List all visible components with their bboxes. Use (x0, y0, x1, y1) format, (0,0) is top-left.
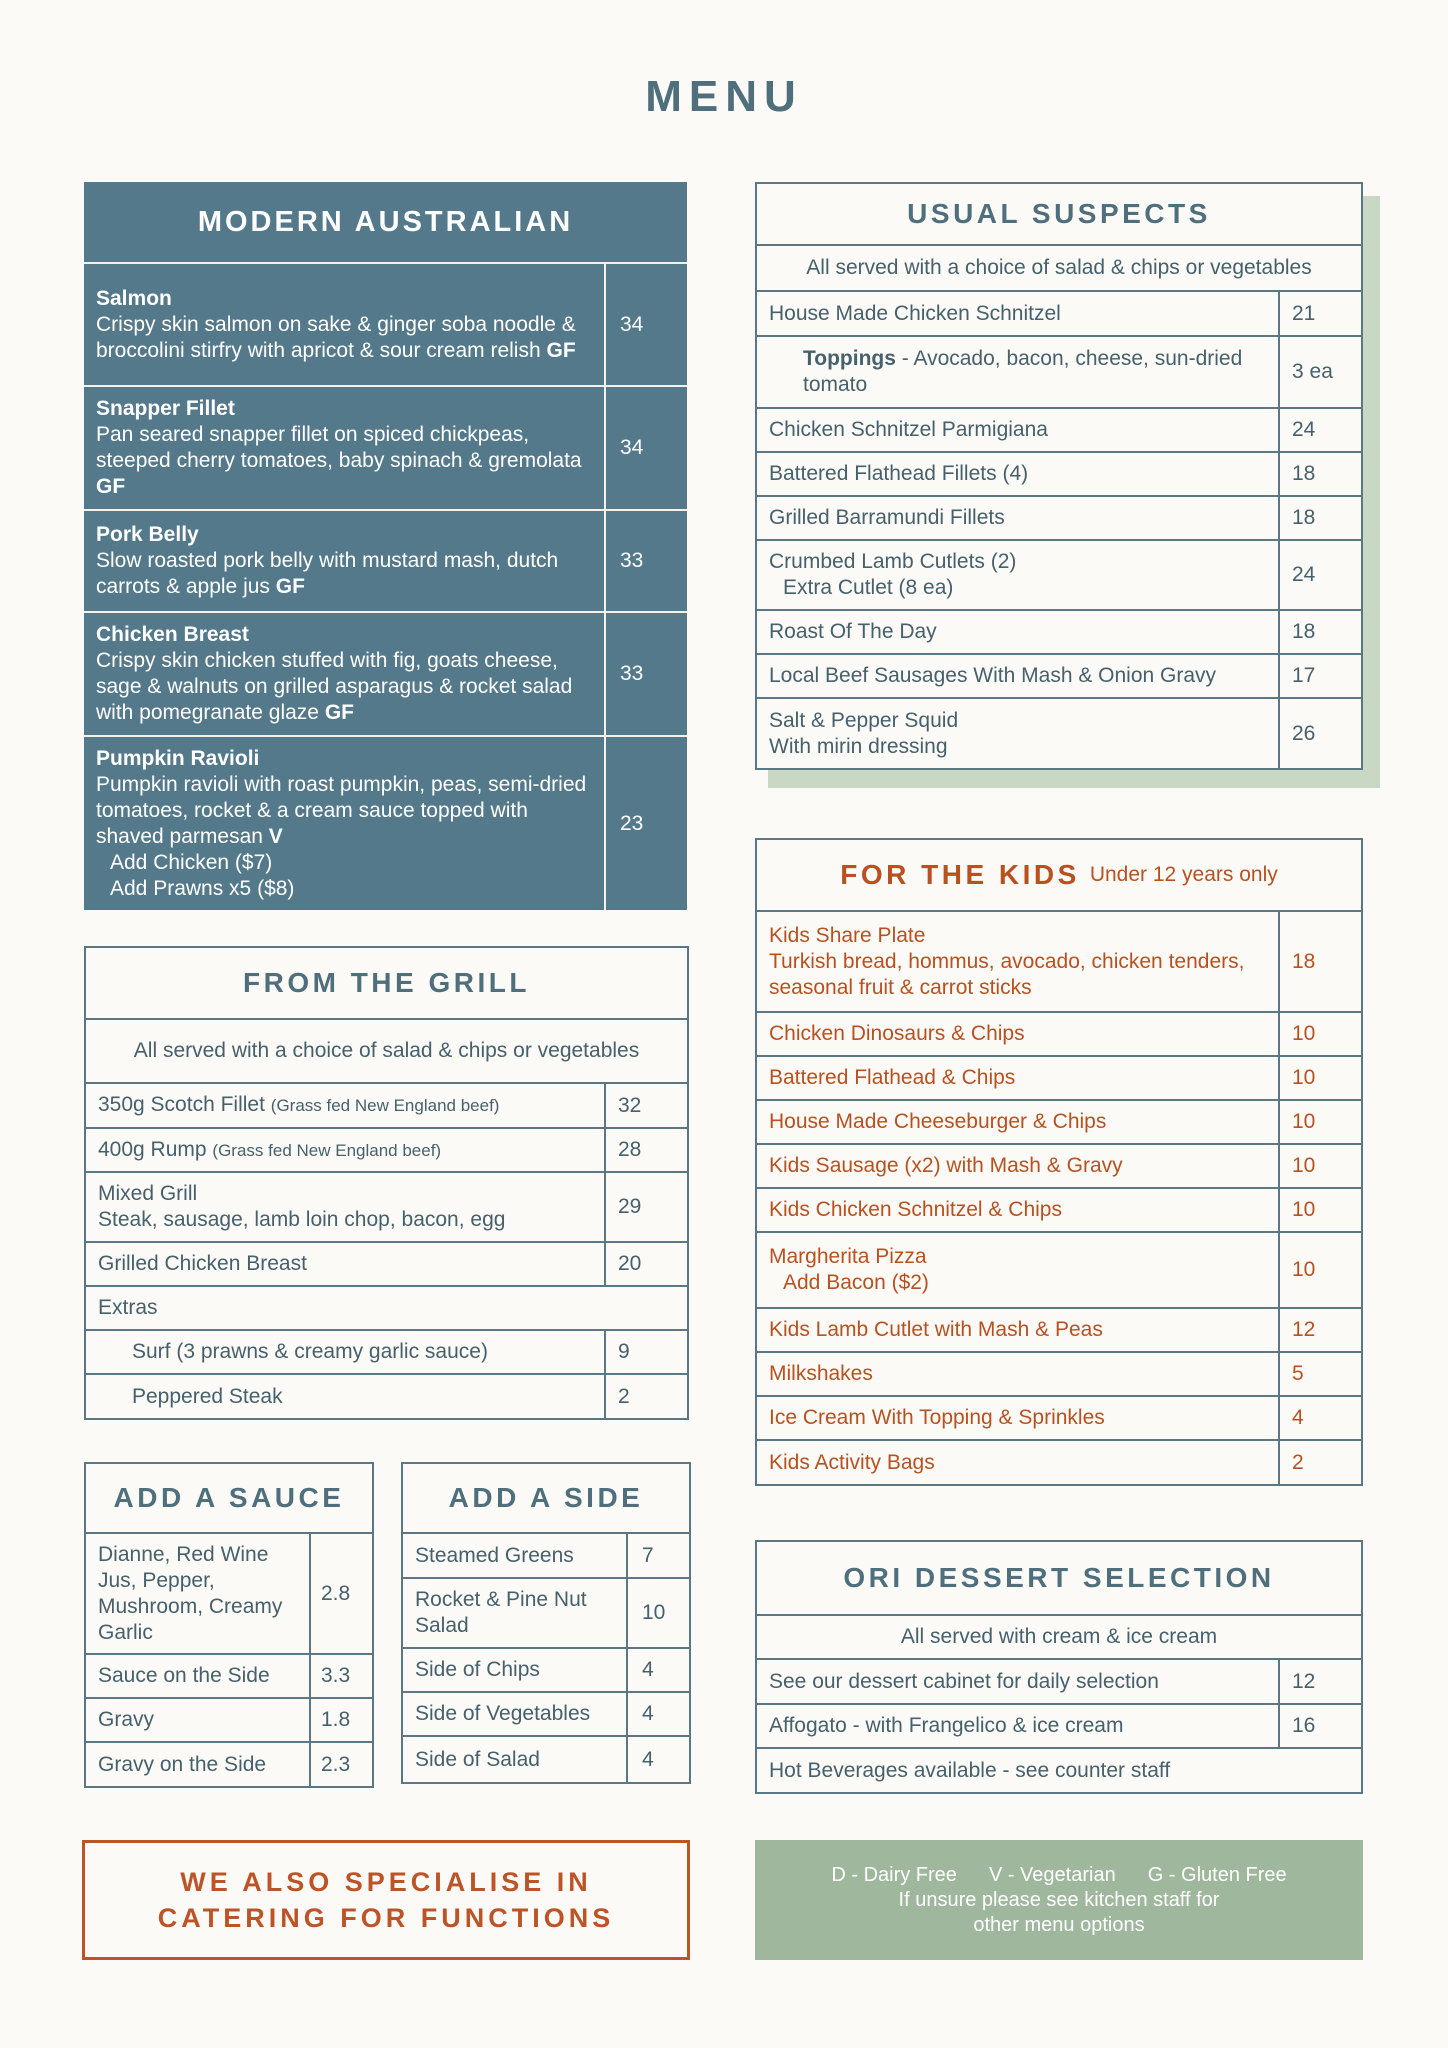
diet-tag: GF (96, 475, 126, 498)
item-text (86, 1172, 605, 1242)
menu-item (86, 1330, 687, 1374)
diet-tag: GF (546, 338, 576, 362)
diet-tag: GF (324, 701, 354, 724)
menu-item (757, 1440, 1361, 1484)
item-price: 2.3 (310, 1742, 372, 1786)
menu-item (757, 1144, 1361, 1188)
item-price: 10 (1279, 1100, 1361, 1144)
menu-item (84, 264, 687, 386)
menu-item (86, 1534, 372, 1654)
side-table (403, 1534, 689, 1782)
menu-item (84, 736, 687, 910)
kids-table (757, 912, 1361, 1484)
menu-item (86, 1698, 372, 1742)
dietary-legend (755, 1840, 1363, 1960)
item-name: Steamed Greens (415, 1543, 574, 1567)
page-title: MENU (645, 72, 803, 121)
item-text: Toppings - Avocado, bacon, cheese, sun-dried tomato (757, 336, 1279, 408)
item-price: 4 (627, 1736, 689, 1782)
item-text (86, 1242, 605, 1286)
item-price: 18 (1279, 452, 1361, 496)
item-name: 350g Scotch Fillet (98, 1093, 265, 1116)
item-name: Chicken Breast (96, 623, 249, 646)
item-price: 12 (1279, 1308, 1361, 1352)
for-the-kids-section (755, 838, 1363, 1486)
item-name: Grilled Chicken Breast (98, 1252, 307, 1275)
item-price: 34 (605, 386, 687, 510)
item-desc: Avocado, bacon, cheese, sun-dried tomato (803, 347, 1243, 396)
item-price: 29 (605, 1172, 687, 1242)
item-name: House Made Cheeseburger & Chips (757, 1100, 1279, 1144)
usual-suspects-section (755, 182, 1363, 770)
item-desc: Slow roasted pork belly with mustard mash, dutch carrots & apple jus (96, 549, 559, 598)
item-name: Affogato - with Frangelico & ice cream (757, 1704, 1279, 1748)
item-text (84, 264, 605, 386)
menu-item (403, 1692, 689, 1736)
legend-gluten-free: G - Gluten Free (1147, 1863, 1287, 1886)
menu-item (86, 1128, 687, 1172)
item-text (86, 1128, 605, 1172)
section-heading: FROM THE GRILL (86, 948, 687, 1020)
item-price: 34 (605, 264, 687, 386)
item-addon: Add Chicken ($7) (110, 850, 273, 874)
menu-item (86, 1242, 687, 1286)
section-subtitle: All served with a choice of salad & chips or vegetables (757, 246, 1361, 292)
legend-dairy-free: D - Dairy Free (831, 1863, 957, 1886)
item-name: Margherita Pizza (769, 1245, 927, 1268)
menu-item (757, 1704, 1361, 1748)
menu-item (757, 1100, 1361, 1144)
item-price: 3.3 (310, 1654, 372, 1698)
item-price: 10 (627, 1578, 689, 1648)
menu-item (757, 1396, 1361, 1440)
item-text (757, 1232, 1279, 1308)
catering-line-2: CATERING FOR FUNCTIONS (157, 1903, 615, 1933)
item-name: Chicken Schnitzel Parmigiana (757, 408, 1279, 452)
section-heading: ADD A SIDE (403, 1464, 689, 1534)
item-name: House Made Chicken Schnitzel (769, 301, 1061, 325)
item-price: 28 (605, 1128, 687, 1172)
item-price: 12 (1279, 1660, 1361, 1704)
menu-item (757, 654, 1361, 698)
menu-item (757, 1308, 1361, 1352)
item-price: 4 (627, 1648, 689, 1692)
item-name: Kids Sausage (x2) with Mash & Gravy (757, 1144, 1279, 1188)
diet-tag: GF (275, 575, 305, 598)
item-price: 33 (605, 612, 687, 736)
modern-australian-section (84, 182, 687, 910)
section-heading: ORI DESSERT SELECTION (757, 1542, 1361, 1616)
item-name: See our dessert cabinet for daily selection (769, 1669, 1159, 1693)
item-price: 18 (1279, 496, 1361, 540)
item-name: Side of Salad (403, 1736, 627, 1782)
menu-item (403, 1578, 689, 1648)
menu-item (757, 496, 1361, 540)
item-name: Peppered Steak (86, 1374, 605, 1418)
item-name: Battered Flathead & Chips (757, 1056, 1279, 1100)
item-price: 9 (605, 1330, 687, 1374)
legend-note-1: If unsure please see kitchen staff for (898, 1888, 1220, 1911)
sauce-table (86, 1534, 372, 1786)
extras-label-row (86, 1286, 687, 1330)
menu-item (84, 386, 687, 510)
menu-item (757, 1012, 1361, 1056)
menu-item (757, 1232, 1361, 1308)
menu-item (86, 1654, 372, 1698)
item-name: Sauce on the Side (86, 1654, 310, 1698)
section-subtitle: All served with a choice of salad & chips or vegetables (86, 1020, 687, 1084)
menu-item (86, 1742, 372, 1786)
add-a-side-section (401, 1462, 691, 1784)
item-text (84, 510, 605, 612)
legend-keys (755, 1863, 1363, 1888)
item-name: Local Beef Sausages With Mash & Onion Gravy (757, 654, 1279, 698)
grill-table (86, 1084, 687, 1418)
menu-item (757, 698, 1361, 768)
menu-item (86, 1374, 687, 1418)
item-price: 7 (627, 1534, 689, 1578)
menu-item (757, 1352, 1361, 1396)
item-price: 10 (1279, 1188, 1361, 1232)
item-price: 24 (1279, 408, 1361, 452)
menu-item (757, 336, 1361, 408)
menu-item (757, 1188, 1361, 1232)
menu-item (86, 1172, 687, 1242)
modern-table (84, 264, 687, 910)
item-name: Ice Cream With Topping & Sprinkles (757, 1396, 1279, 1440)
item-desc: Pumpkin ravioli with roast pumpkin, peas, semi-dried tomatoes, rocket & a cream sauce topped with shaved parmesan (96, 772, 587, 848)
item-name: Gravy (86, 1698, 310, 1742)
item-note: (Grass fed New England beef) (212, 1140, 442, 1160)
dessert-footer: Hot Beverages available - see counter staff (757, 1748, 1361, 1792)
item-name: Salmon (96, 286, 172, 310)
item-price: 33 (605, 510, 687, 612)
item-price: 1.8 (310, 1698, 372, 1742)
section-subtitle: All served with cream & ice cream (757, 1616, 1361, 1660)
section-note: Under 12 years only (1089, 863, 1278, 886)
item-name: Kids Lamb Cutlet with Mash & Peas (757, 1308, 1279, 1352)
menu-item (403, 1648, 689, 1692)
item-price: 10 (1279, 1012, 1361, 1056)
item-desc: Steak, sausage, lamb loin chop, bacon, egg (98, 1208, 506, 1231)
menu-item (757, 452, 1361, 496)
add-a-sauce-section (84, 1462, 374, 1788)
item-name: Grilled Barramundi Fillets (757, 496, 1279, 540)
menu-item (757, 1660, 1361, 1704)
item-name: Kids Share Plate (769, 923, 926, 947)
item-note: (Grass fed New England beef) (270, 1096, 500, 1115)
menu-item (403, 1736, 689, 1782)
item-desc: Add Bacon ($2) (783, 1271, 929, 1294)
section-heading: ADD A SAUCE (86, 1464, 372, 1534)
item-price: 10 (1279, 1232, 1361, 1308)
item-price: 18 (1279, 912, 1361, 1012)
item-name: Side of Vegetables (403, 1692, 627, 1736)
item-name: Crumbed Lamb Cutlets (2) (769, 550, 1017, 573)
catering-line-1: WE ALSO SPECIALISE IN (180, 1867, 592, 1897)
item-price: 23 (605, 736, 687, 910)
dessert-section (755, 1540, 1363, 1794)
item-name: Chicken Dinosaurs & Chips (757, 1012, 1279, 1056)
extras-label: Extras (86, 1286, 687, 1330)
menu-item (757, 292, 1361, 336)
item-price: 3 ea (1279, 336, 1361, 408)
menu-item (84, 510, 687, 612)
item-text (84, 386, 605, 510)
menu-item (403, 1534, 689, 1578)
menu-item (86, 1084, 687, 1128)
item-name: Pumpkin Ravioli (96, 746, 260, 770)
item-text (84, 612, 605, 736)
item-price: 4 (1279, 1396, 1361, 1440)
usual-table (757, 292, 1361, 768)
dessert-table (757, 1660, 1361, 1792)
menu-item (757, 912, 1361, 1012)
item-price: 10 (1279, 1144, 1361, 1188)
item-name: Dianne, Red Wine Jus, Pepper, Mushroom, Creamy Garlic (98, 1542, 283, 1644)
item-desc: Extra Cutlet (8 ea) (783, 576, 954, 599)
item-name: Kids Chicken Schnitzel & Chips (757, 1188, 1279, 1232)
menu-item (757, 1056, 1361, 1100)
menu-item (757, 610, 1361, 654)
item-price: 4 (627, 1692, 689, 1736)
item-price: 5 (1279, 1352, 1361, 1396)
catering-banner (82, 1840, 690, 1960)
item-text (757, 698, 1279, 768)
menu-item (757, 408, 1361, 452)
item-text (757, 912, 1279, 1012)
item-desc: With mirin dressing (769, 734, 948, 758)
section-heading: MODERN AUSTRALIAN (84, 182, 687, 264)
item-name: Side of Chips (403, 1648, 627, 1692)
item-price: 2 (1279, 1440, 1361, 1484)
item-price: 26 (1279, 698, 1361, 768)
item-name: 400g Rump (98, 1137, 207, 1161)
footer-row (757, 1748, 1361, 1792)
item-desc: Turkish bread, hommus, avocado, chicken tenders, seasonal fruit & carrot sticks (769, 949, 1245, 999)
item-desc: Crispy skin chicken stuffed with fig, goats cheese, sage & walnuts on grilled asparagus & rocket salad with pomegranate glaze (96, 649, 573, 724)
item-price: 32 (605, 1084, 687, 1128)
item-text (84, 736, 605, 910)
menu-item (757, 540, 1361, 610)
diet-tag: V (268, 824, 283, 848)
menu-item (84, 612, 687, 736)
item-name: Surf (3 prawns & creamy garlic sauce) (86, 1330, 605, 1374)
item-price: 17 (1279, 654, 1361, 698)
item-name: Kids Activity Bags (757, 1440, 1279, 1484)
legend-vegetarian: V - Vegetarian (988, 1863, 1116, 1886)
item-name: Gravy on the Side (86, 1742, 310, 1786)
item-name: Pork Belly (96, 523, 199, 546)
item-name: Battered Flathead Fillets (4) (757, 452, 1279, 496)
item-price: 16 (1279, 1704, 1361, 1748)
section-heading: USUAL SUSPECTS (757, 184, 1361, 246)
item-name: Milkshakes (757, 1352, 1279, 1396)
item-name: Toppings (803, 347, 896, 370)
item-text (86, 1084, 605, 1128)
item-text (757, 540, 1279, 610)
item-price: 2 (605, 1374, 687, 1418)
item-name: Snapper Fillet (96, 397, 235, 420)
item-price: 21 (1279, 292, 1361, 336)
item-price: 20 (605, 1242, 687, 1286)
item-desc: Pan seared snapper fillet on spiced chickpeas, steeped cherry tomatoes, baby spinach & gremolata (96, 423, 582, 472)
item-name: Mixed Grill (98, 1182, 198, 1205)
from-the-grill-section (84, 946, 689, 1420)
item-desc: Crispy skin salmon on sake & ginger soba noodle & broccolini stirfry with apricot & sour cream relish (96, 312, 576, 362)
item-addon: Add Prawns x5 ($8) (110, 876, 295, 900)
section-heading (757, 840, 1361, 912)
item-name: Rocket & Pine Nut Salad (403, 1578, 627, 1648)
item-price: 2.8 (310, 1534, 372, 1654)
item-price: 18 (1279, 610, 1361, 654)
item-name: Salt & Pepper Squid (769, 708, 959, 732)
item-name: Roast Of The Day (757, 610, 1279, 654)
item-price: 10 (1279, 1056, 1361, 1100)
section-heading-text: FOR THE KIDS (840, 859, 1080, 890)
item-price: 24 (1279, 540, 1361, 610)
legend-note-2: other menu options (973, 1913, 1145, 1936)
